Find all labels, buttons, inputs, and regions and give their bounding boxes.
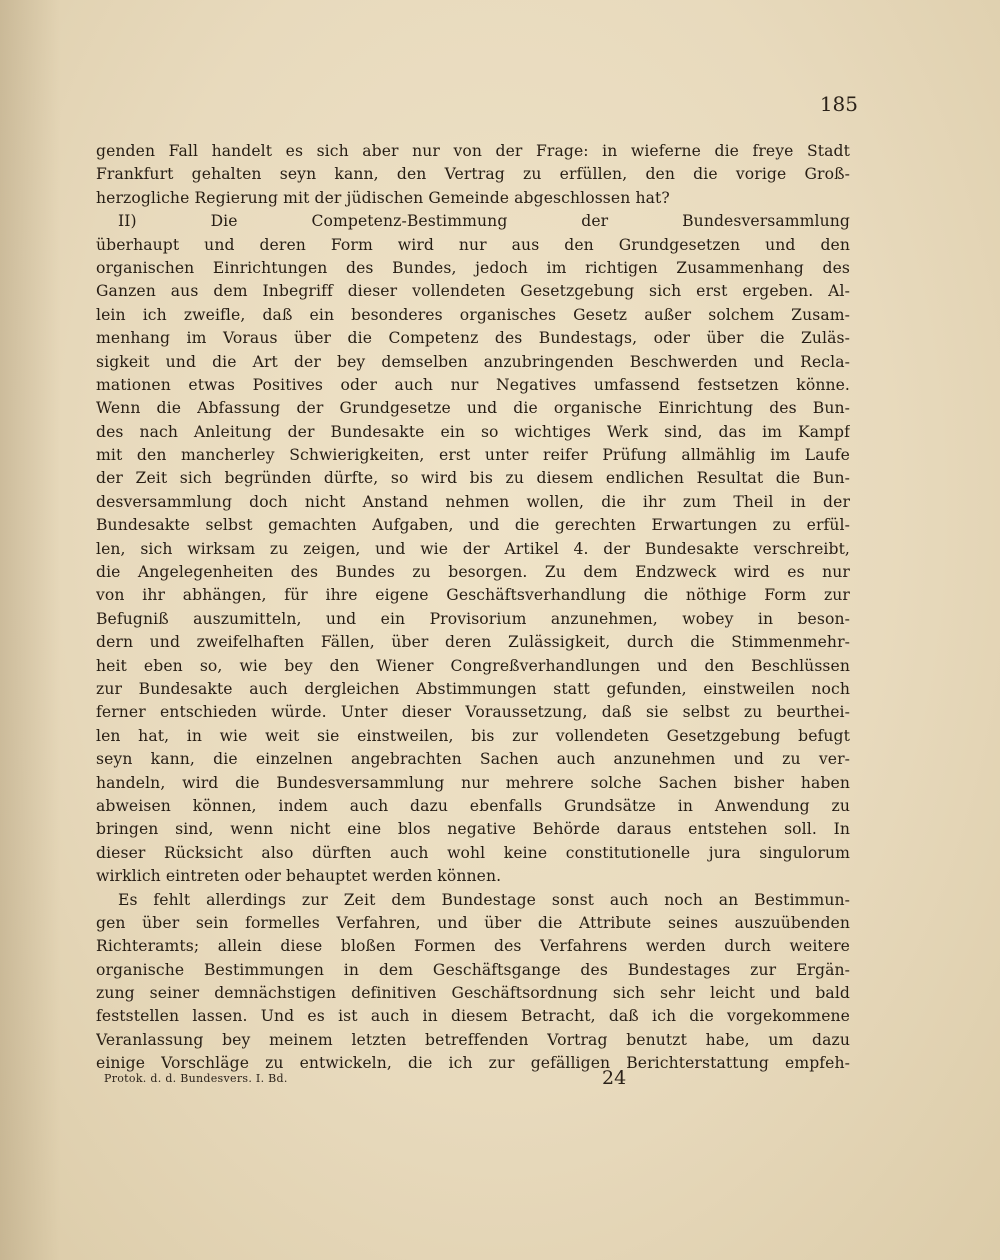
text-line: von ihr abhängen, für ihre eigene Geschäftsverhandlung die nöthige Form zur (96, 586, 850, 605)
text-line: des nach Anleitung der Bundesakte ein so wichtiges Werk sind, das im Kampf (96, 422, 850, 441)
running-title: Protok. d. d. Bundesvers. I. Bd. (104, 1072, 288, 1085)
text-line: wirklich eintreten oder behauptet werden können. (96, 867, 502, 886)
text-line: zur Bundesakte auch dergleichen Abstimmungen statt gefunden, einstweilen noch (96, 679, 850, 698)
text-line: organischen Einrichtungen des Bundes, jedoch im richtigen Zusammenhang des (96, 258, 850, 277)
text-line: Veranlassung bey meinem letzten betreffenden Vortrag benutzt habe, um dazu (96, 1030, 850, 1049)
text-line: abweisen können, indem auch dazu ebenfalls Grundsätze in Anwendung zu (96, 796, 850, 815)
text-line: heit eben so, wie bey den Wiener Congreßverhandlungen und den Beschlüssen (96, 656, 850, 675)
binding-shadow (0, 0, 60, 1260)
text-line: menhang im Voraus über die Competenz des Bundestags, oder über die Zuläs- (96, 329, 850, 348)
text-line: lein ich zweifle, daß ein besonderes organisches Gesetz außer solchem Zusam- (96, 305, 850, 324)
text-line: genden Fall handelt es sich aber nur von der Frage: in wieferne die freye Stadt (96, 142, 850, 160)
text-line: bringen sind, wenn nicht eine blos negative Behörde daraus entstehen soll. In (96, 820, 850, 839)
text-line: dern und zweifelhaften Fällen, über deren Zulässigkeit, durch die Stimmenmehr- (96, 633, 850, 652)
text-line: handeln, wird die Bundesversammlung nur mehrere solche Sachen bisher haben (96, 773, 850, 792)
body-text (96, 140, 850, 1076)
text-line: desversammlung doch nicht Anstand nehmen wollen, die ihr zum Theil in der (96, 492, 850, 511)
text-line: sigkeit und die Art der bey demselben anzubringenden Beschwerden und Recla- (96, 352, 850, 371)
text-line: die Angelegenheiten des Bundes zu besorgen. Zu dem Endzweck wird es nur (96, 563, 850, 582)
text-line: der Zeit sich begründen dürfte, so wird bis zu diesem endlichen Resultat die Bun- (96, 469, 850, 488)
text-line: mationen etwas Positives oder auch nur Negatives umfassend festsetzen könne. (96, 375, 850, 394)
page-number: 185 (819, 92, 858, 116)
text-line: Befugniß auszumitteln, und ein Provisorium anzunehmen, wobey in beson- (96, 609, 850, 628)
page-footer (104, 1067, 664, 1091)
text-line: Wenn die Abfassung der Grundgesetze und die organische Einrichtung des Bun- (96, 399, 850, 418)
text-line: gen über sein formelles Verfahren, und über die Attribute seines auszuübenden (96, 913, 850, 932)
text-line: Ganzen aus dem Inbegriff dieser vollendeten Gesetzgebung sich erst ergeben. Al- (96, 282, 850, 301)
text-line: feststellen lassen. Und es ist auch in diesem Betracht, daß ich die vorgekommene (96, 1007, 850, 1026)
text-line: Richteramts; allein diese bloßen Formen des Verfahrens werden durch weitere (96, 937, 850, 956)
text-line: len hat, in wie weit sie einstweilen, bis zur vollendeten Gesetzgebung befugt (96, 726, 850, 745)
text-line: mit den mancherley Schwierigkeiten, erst unter reifer Prüfung allmählig im Laufe (96, 446, 850, 465)
text-line: seyn kann, die einzelnen angebrachten Sachen auch anzunehmen und zu ver- (96, 750, 850, 769)
text-line: Es fehlt allerdings zur Zeit dem Bundestage sonst auch noch an Bestimmun- (118, 890, 850, 909)
text-line: organische Bestimmungen in dem Geschäftsgange des Bundestages zur Ergän- (96, 960, 850, 979)
text-line: len, sich wirksam zu zeigen, und wie der Artikel 4. der Bundesakte verschreibt, (96, 539, 850, 558)
text-line: II) Die Competenz-Bestimmung der Bundesversammlung (118, 212, 850, 231)
text-line: zung seiner demnächstigen definitiven Geschäftsordnung sich sehr leicht und bald (96, 984, 850, 1003)
signature-mark: 24 (602, 1067, 627, 1089)
text-line: dieser Rücksicht also dürften auch wohl keine constitutionelle jura singulorum (96, 843, 850, 862)
text-line: ferner entschieden würde. Unter dieser Voraussetzung, daß sie selbst zu beurthei- (96, 703, 850, 722)
text-line: einige Vorschläge zu entwickeln, die ich zur gefälligen Berichterstattung empfeh- (96, 1054, 850, 1073)
text-line: Bundesakte selbst gemachten Aufgaben, und die gerechten Erwartungen zu erfül- (96, 516, 850, 535)
text-line: herzogliche Regierung mit der jüdischen Gemeinde abgeschlossen hat? (96, 188, 670, 207)
text-line: Frankfurt gehalten seyn kann, den Vertrag zu erfüllen, den die vorige Groß- (96, 165, 850, 184)
text-line: überhaupt und deren Form wird nur aus den Grundgesetzen und den (96, 235, 850, 254)
